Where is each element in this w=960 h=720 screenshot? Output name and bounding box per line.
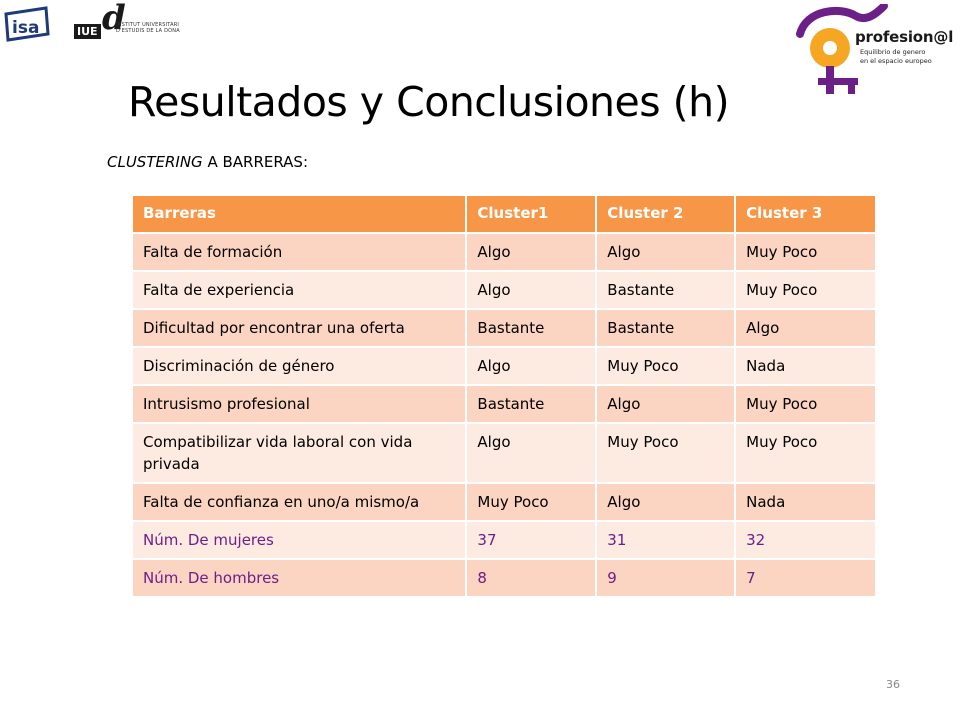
table-cell: Algo [596, 385, 735, 423]
table-cell: Discriminación de género [133, 347, 466, 385]
table-cell: Algo [466, 271, 596, 309]
iue-letter: d [102, 0, 126, 38]
isa-logo [2, 6, 52, 42]
subtitle-italic: CLUSTERING [107, 153, 203, 171]
table-cell: Muy Poco [735, 385, 876, 423]
iue-logo [74, 0, 214, 44]
table-cell: Muy Poco [735, 423, 876, 483]
profesional-tagline-line1: Equilibrio de genero [860, 48, 926, 56]
table-cell: Algo [466, 423, 596, 483]
subtitle-rest: A BARRERAS: [202, 153, 308, 171]
table-cell: Bastante [466, 309, 596, 347]
table-cell: Bastante [596, 271, 735, 309]
table-cell: Muy Poco [735, 233, 876, 271]
table-cell: Algo [735, 309, 876, 347]
table-cell: Intrusismo profesional [133, 385, 466, 423]
table-cell: Dificultad por encontrar una oferta [133, 309, 466, 347]
table-header-row [133, 196, 876, 233]
table-cell: 31 [596, 521, 735, 559]
table-cell: Algo [466, 233, 596, 271]
header-cluster1: Cluster1 [466, 196, 596, 233]
table-row [133, 385, 876, 423]
table-cell: Compatibilizar vida laboral con vida privada [133, 423, 466, 483]
table-cell: Muy Poco [735, 271, 876, 309]
table-cell: 37 [466, 521, 596, 559]
profesional-logo [796, 4, 960, 104]
table-cell: Falta de confianza en uno/a mismo/a [133, 483, 466, 521]
table-cell: 9 [596, 559, 735, 597]
barriers-table [133, 196, 877, 598]
table-cell: 8 [466, 559, 596, 597]
table-cell: Falta de formación [133, 233, 466, 271]
header-cluster2: Cluster 2 [596, 196, 735, 233]
table-row [133, 309, 876, 347]
page-number: 36 [886, 678, 900, 691]
table-cell: Bastante [466, 385, 596, 423]
table-row-women-count [133, 521, 876, 559]
iue-mark: IUE [74, 24, 101, 39]
table-row [133, 347, 876, 385]
header-cluster3: Cluster 3 [735, 196, 876, 233]
table-cell: Algo [596, 483, 735, 521]
table-row [133, 271, 876, 309]
iue-institute-text: INSTITUT UNIVERSITARI D'ESTUDIS DE LA DONA [116, 22, 180, 34]
table-row [133, 483, 876, 521]
table-row [133, 423, 876, 483]
table-cell: Bastante [596, 309, 735, 347]
table-cell: Falta de experiencia [133, 271, 466, 309]
table-cell: Núm. De mujeres [133, 521, 466, 559]
table-cell: 32 [735, 521, 876, 559]
table-cell: Algo [466, 347, 596, 385]
isa-logo-text: isa [12, 18, 40, 38]
profesional-name: profesion@l [855, 28, 954, 46]
table-cell: Muy Poco [596, 347, 735, 385]
table-cell: Muy Poco [466, 483, 596, 521]
profesional-tagline [860, 48, 960, 66]
header-barreras: Barreras [133, 196, 466, 233]
table-cell: Algo [596, 233, 735, 271]
profesional-tagline-line2: en el espacio europeo [860, 57, 932, 65]
table-cell: Nada [735, 347, 876, 385]
table-cell: Núm. De hombres [133, 559, 466, 597]
table-cell: Nada [735, 483, 876, 521]
slide-subtitle [107, 153, 308, 171]
slide-title: Resultados y Conclusiones (h) [128, 78, 730, 126]
table-cell: 7 [735, 559, 876, 597]
table-row-men-count [133, 559, 876, 597]
table-row [133, 233, 876, 271]
table-cell: Muy Poco [596, 423, 735, 483]
